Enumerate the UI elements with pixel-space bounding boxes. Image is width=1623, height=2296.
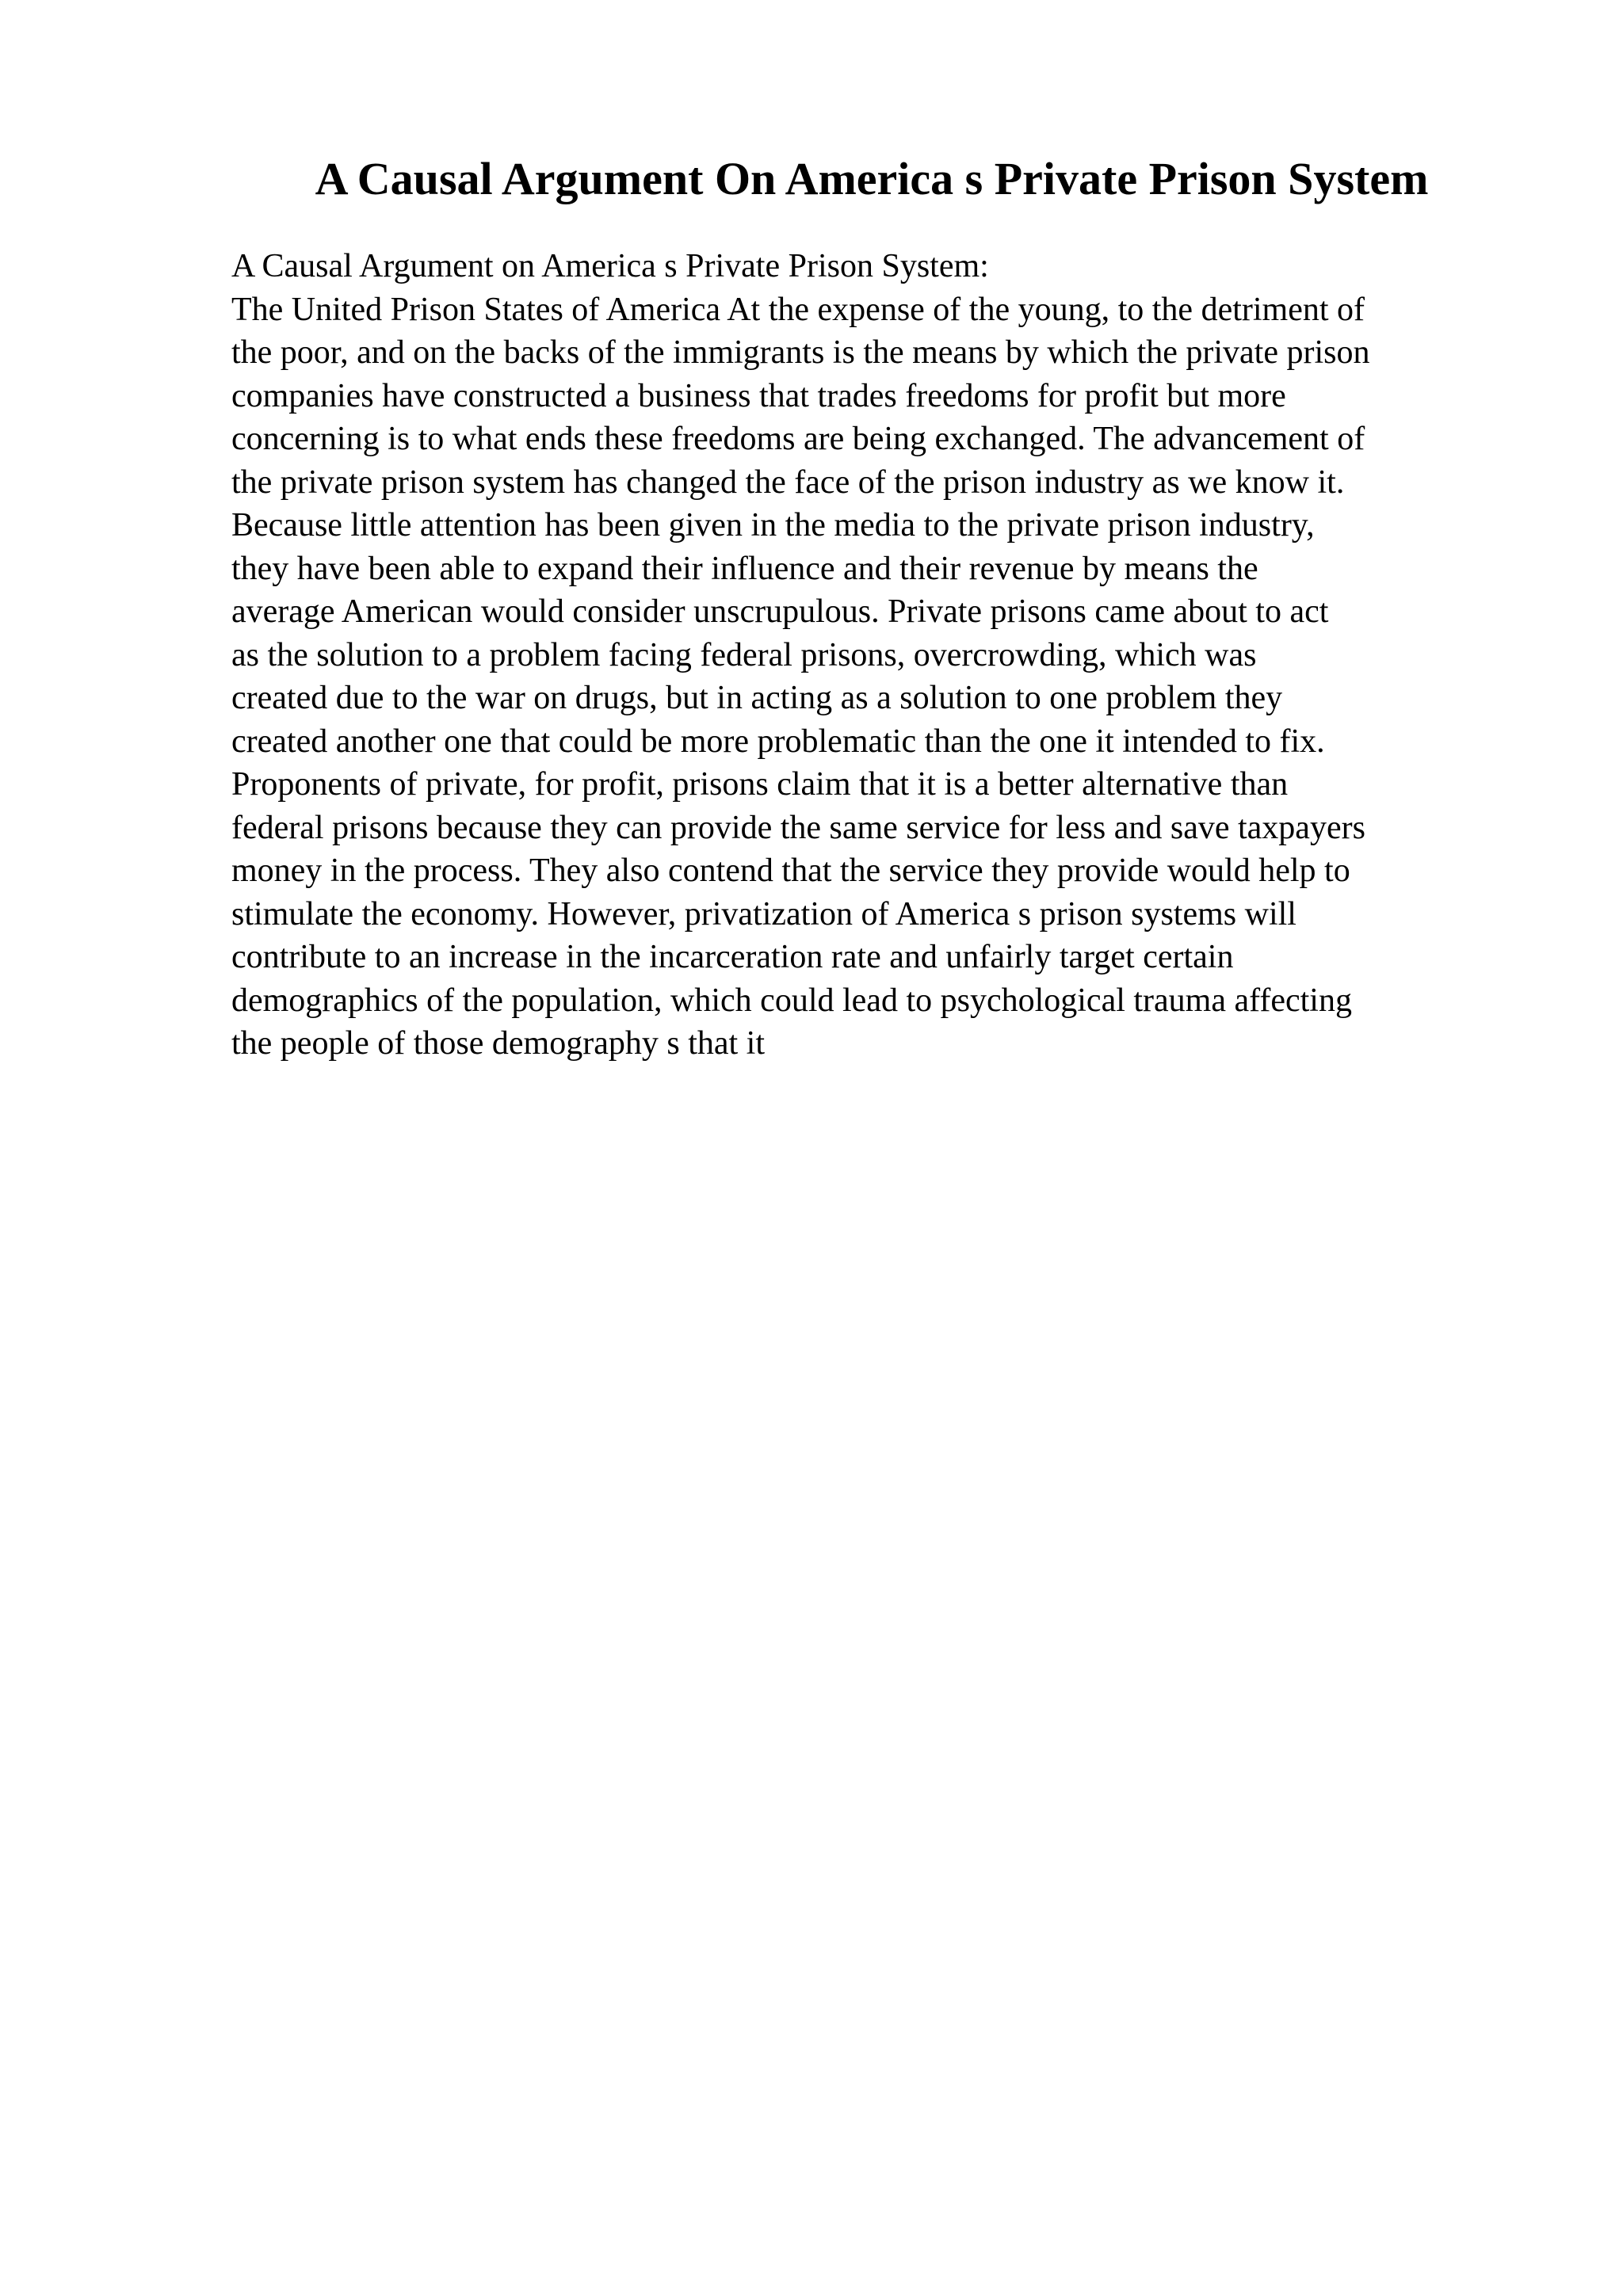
body-line: Because little attention has been given in the media to the private prison industry, (231, 507, 1315, 543)
body-line: the people of those demography s that it (231, 1025, 766, 1062)
body-line: demographics of the population, which could lead to psychological trauma affecting (231, 982, 1352, 1019)
body-line: created another one that could be more problematic than the one it intended to fix. (231, 723, 1325, 760)
body-line: the poor, and on the backs of the immigrants is the means by which the private prison (231, 334, 1370, 371)
body-line: companies have constructed a business that trades freedoms for profit but more (231, 377, 1286, 414)
body-line: they have been able to expand their influence and their revenue by means the (231, 550, 1258, 587)
body-line: concerning is to what ends these freedoms are being exchanged. The advancement of (231, 421, 1365, 457)
body-line: money in the process. They also contend that the service they provide would help to (231, 852, 1350, 889)
body-line: The United Prison States of America At the expense of the young, to the detriment of (231, 291, 1365, 328)
body-line: contribute to an increase in the incarceration rate and unfairly target certain (231, 939, 1234, 975)
body-line: federal prisons because they can provide the same service for less and save taxpayers (231, 809, 1365, 846)
body-line: Proponents of private, for profit, prisons claim that it is a better alternative than (231, 766, 1289, 803)
document-title: A Causal Argument On America s Private Prison System (315, 153, 1429, 204)
body-line: stimulate the economy. However, privatization of America s prison systems will (231, 895, 1296, 933)
body-line: A Causal Argument on America s Private Prison System: (231, 248, 989, 284)
document-body (231, 245, 1515, 1066)
body-line: created due to the war on drugs, but in acting as a solution to one problem they (231, 680, 1283, 716)
body-line: average American would consider unscrupulous. Private prisons came about to act (231, 593, 1329, 630)
body-line: the private prison system has changed the face of the prison industry as we know it. (231, 463, 1345, 501)
body-line: as the solution to a problem facing federal prisons, overcrowding, which was (231, 636, 1257, 673)
